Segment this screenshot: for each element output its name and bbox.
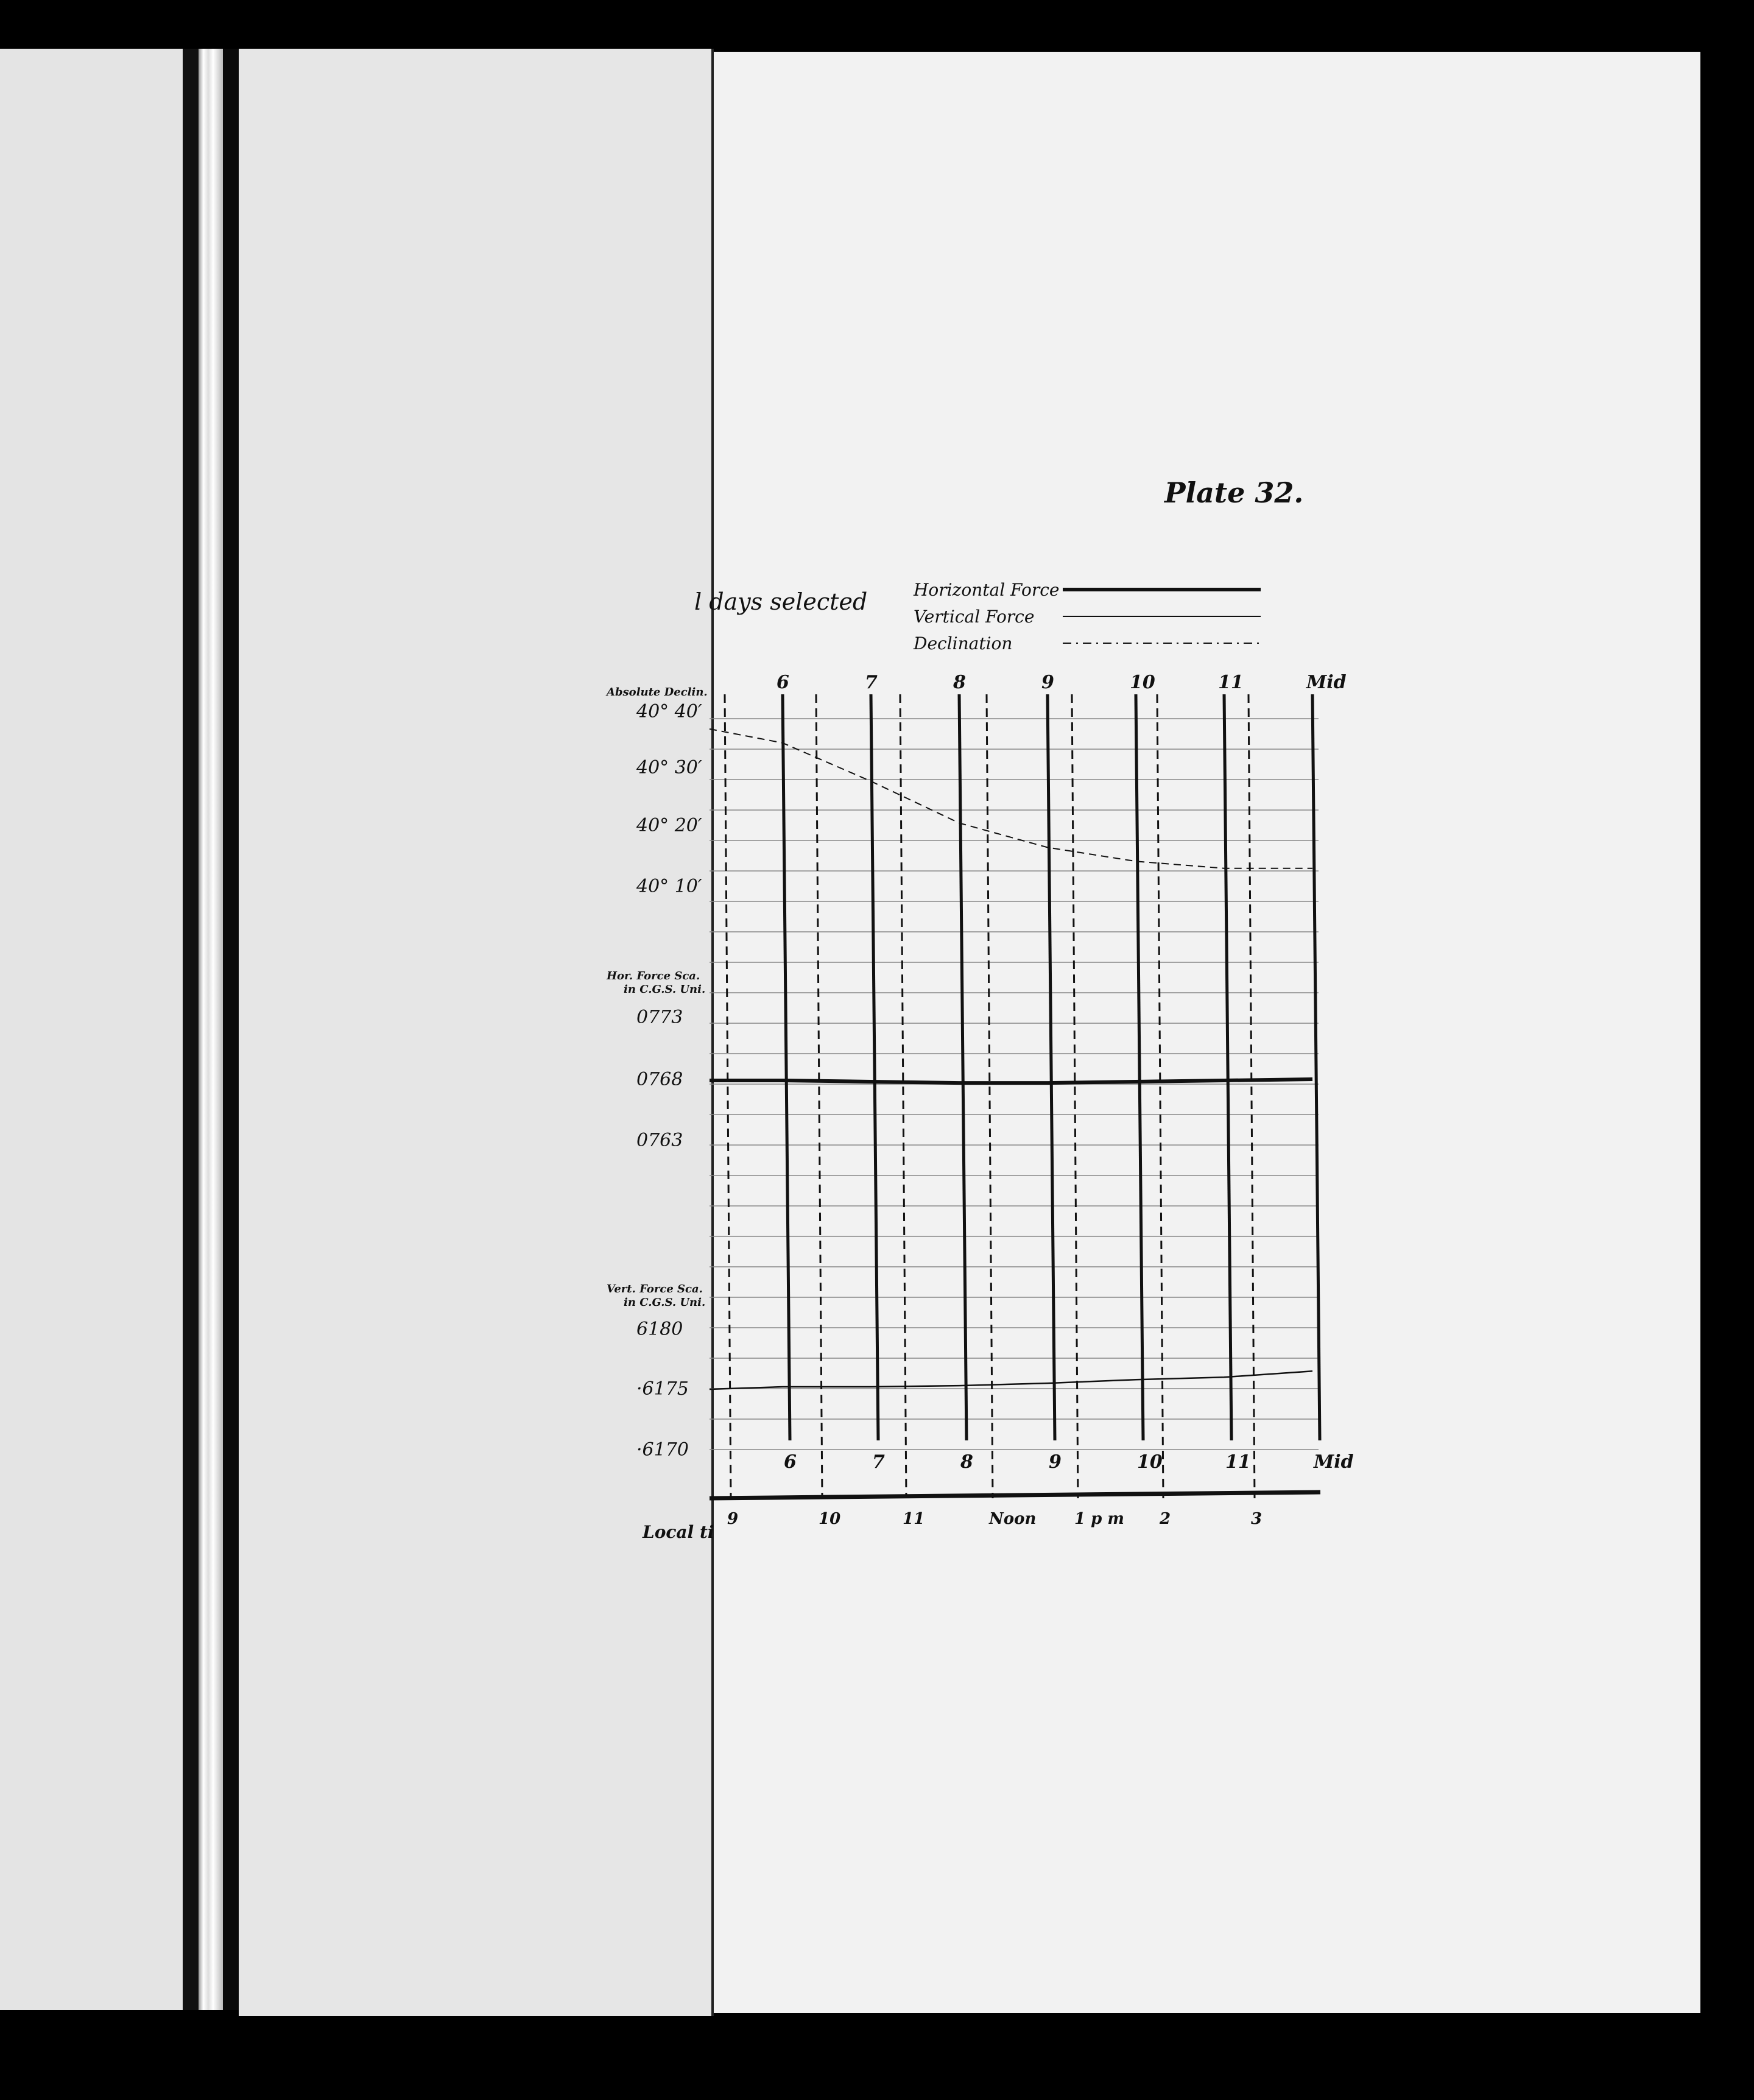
local-time-tick-label: 2 [1160, 1510, 1171, 1528]
vertical-force-tick-label: ·6170 [636, 1439, 689, 1460]
declination-tick-label: 40° 10′ [636, 876, 702, 897]
top-tick-label: Mid [1306, 672, 1347, 693]
local-time-line [1249, 694, 1255, 1498]
hour-line [1136, 694, 1143, 1440]
local-time-line [1072, 694, 1078, 1498]
local-time-line [900, 694, 906, 1498]
local-time-line [987, 694, 993, 1498]
declination-tick-label: 40° 20′ [636, 815, 702, 836]
legend [913, 580, 1261, 654]
top-tick-label: 7 [865, 672, 878, 693]
bottom-tick-label: 6 [784, 1451, 797, 1473]
local-time-tick-label: 9 [727, 1510, 739, 1528]
bottom-tick-label: 10 [1137, 1451, 1163, 1473]
grid [710, 694, 1320, 1498]
horizontal-force-tick-label: 0768 [636, 1069, 683, 1090]
horizontal-force-axis-title: in C.G.S. Uni. [624, 983, 706, 996]
bottom-tick-label: 8 [960, 1451, 973, 1473]
local-time-tick-label: 1 p m [1074, 1510, 1124, 1528]
vertical-force-axis-title: Vert. Force Sca. [607, 1283, 703, 1295]
top-tick-label: 8 [953, 672, 966, 693]
hour-line [871, 694, 878, 1440]
top-tick-label: 6 [777, 672, 789, 693]
base-line [710, 1492, 1320, 1498]
horizontal-force-axis-title: Hor. Force Sca. [607, 970, 700, 982]
top-tick-label: 9 [1041, 672, 1054, 693]
local-time-tick-label: 11 [903, 1510, 925, 1528]
plate-title: Plate 32. [1164, 476, 1304, 509]
hour-line [783, 694, 790, 1440]
bottom-tick-label: 11 [1225, 1451, 1251, 1473]
legend-label: Declination [914, 633, 1013, 654]
horizontal-force-line [710, 1079, 1312, 1083]
top-tick-label: 11 [1218, 672, 1244, 693]
local-time-label: Local ti [643, 1522, 714, 1542]
local-time-tick-label: 3 [1251, 1510, 1263, 1528]
horizontal-force-tick-label: 0763 [636, 1130, 683, 1151]
hour-line [1048, 694, 1055, 1440]
vertical-force-axis-title: in C.G.S. Uni. [624, 1296, 706, 1309]
hour-line [1224, 694, 1231, 1440]
top-tick-label: 10 [1130, 672, 1155, 693]
local-time-tick-label: 10 [819, 1510, 841, 1528]
vertical-force-tick-label: ·6175 [636, 1378, 689, 1400]
local-time-tick-label: Noon [989, 1510, 1037, 1528]
vertical-force-tick-label: 6180 [636, 1319, 683, 1340]
horizontal-force-tick-label: 0773 [636, 1007, 683, 1028]
declination-line [710, 729, 1312, 869]
declination-tick-label: 40° 30′ [636, 757, 702, 778]
axis-labels [605, 672, 1354, 1542]
chart-heading-fragment: l days selected [694, 588, 868, 615]
legend-label: Horizontal Force [914, 580, 1060, 600]
legend-label: Vertical Force [914, 607, 1035, 627]
bottom-tick-label: Mid [1314, 1451, 1354, 1473]
hour-line [1312, 694, 1320, 1440]
bottom-tick-label: 7 [872, 1451, 885, 1473]
local-time-line [1157, 694, 1163, 1498]
declination-tick-label: 40° 40′ [636, 701, 702, 722]
bottom-tick-label: 9 [1049, 1451, 1062, 1473]
declination-axis-title: Absolute Declin. [607, 686, 708, 699]
local-time-line [816, 694, 822, 1498]
vertical-force-line [710, 1371, 1312, 1389]
local-time-line [725, 694, 731, 1498]
hour-line [959, 694, 967, 1440]
series-lines [710, 729, 1312, 1389]
